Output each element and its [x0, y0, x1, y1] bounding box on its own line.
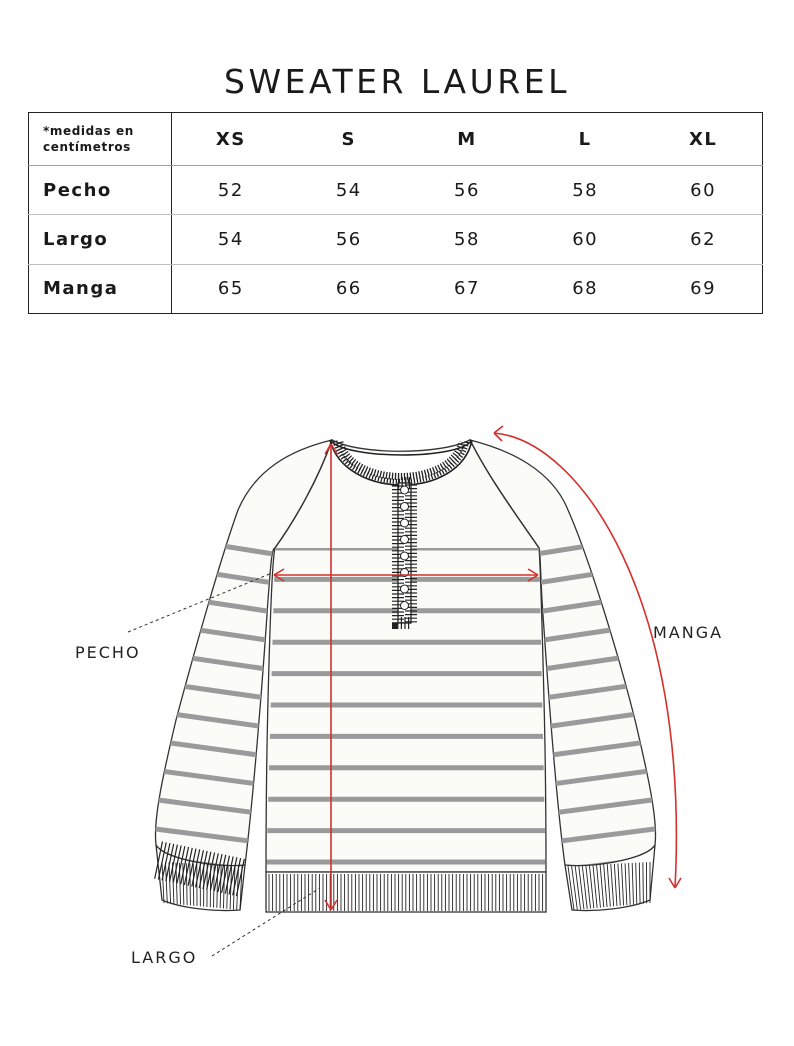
largo-label: LARGO: [131, 948, 198, 967]
row-label-largo: Largo: [29, 215, 172, 264]
table-cell: 62: [644, 215, 762, 264]
table-cell: 54: [290, 166, 408, 215]
size-header-xl: XL: [644, 113, 762, 166]
page-title: SWEATER LAUREL: [224, 62, 570, 101]
size-header-s: S: [290, 113, 408, 166]
placket-button: [401, 536, 409, 544]
stripe: [214, 865, 215, 908]
stripe: [190, 863, 191, 905]
table-cell: 58: [408, 215, 526, 264]
table-cell: 56: [408, 166, 526, 215]
table-cell: 65: [217, 278, 244, 300]
row-label-manga: Manga: [29, 264, 172, 313]
table-cell: 66: [335, 278, 362, 300]
placket-button: [401, 486, 409, 494]
size-header-xs: XS: [172, 113, 290, 166]
table-cell: 60: [526, 215, 644, 264]
table-cell: 69: [690, 278, 717, 300]
placket-button: [401, 503, 409, 511]
row-label-pecho: Pecho: [29, 166, 172, 215]
table-cell: 68: [572, 278, 599, 300]
table-cell: 67: [454, 278, 480, 300]
size-header-l: L: [526, 113, 644, 166]
stripe: [643, 862, 644, 903]
pecho-label: PECHO: [75, 643, 141, 662]
table-cell: 54: [172, 215, 290, 264]
units-note-line2: centímetros: [43, 140, 131, 155]
placket-button: [401, 585, 409, 593]
table-cell: 58: [526, 166, 644, 215]
table-cell: 52: [172, 166, 290, 215]
placket-button: [401, 552, 409, 560]
placket-button: [401, 602, 409, 610]
placket-button: [401, 519, 409, 527]
size-header-m: M: [408, 113, 526, 166]
units-note-line1: *medidas en: [43, 124, 134, 139]
table-cell: 56: [290, 215, 408, 264]
table-cell: 60: [644, 166, 762, 215]
manga-label: MANGA: [653, 623, 724, 642]
